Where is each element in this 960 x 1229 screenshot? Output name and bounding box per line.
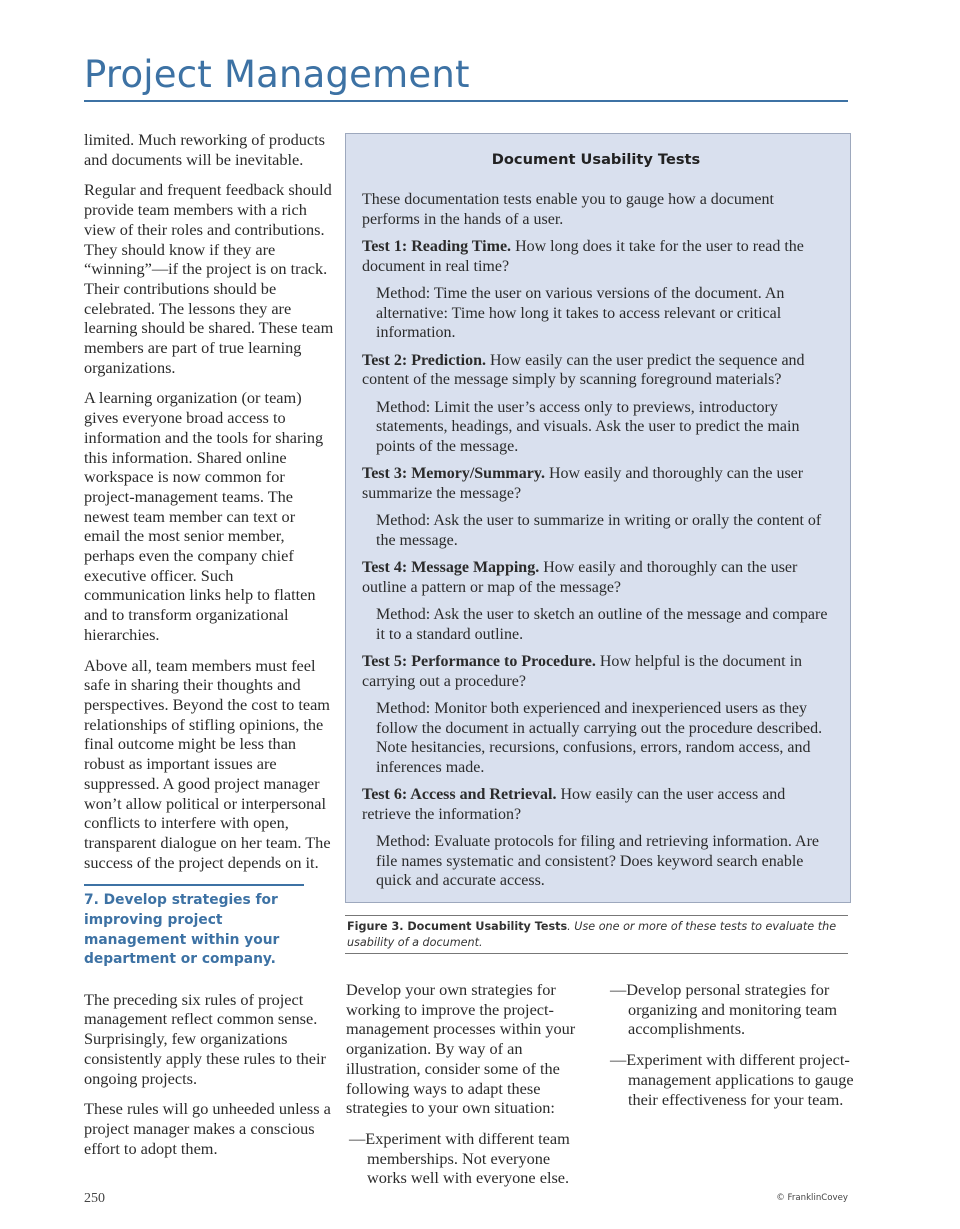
body-paragraph: These rules will go unheeded unless a project manager makes a conscious effort to adopt them.	[84, 1099, 331, 1158]
figure-caption	[345, 915, 848, 954]
test-item	[362, 785, 830, 824]
test-item	[362, 652, 830, 691]
test-item	[362, 237, 830, 276]
test-method: Method: Evaluate protocols for filing and retrieving information. Are file names systematic and consistent? Does keyword search enable quick and accurate access.	[376, 833, 819, 889]
copyright: © FranklinCovey	[776, 1193, 848, 1203]
page-title: Project Management	[84, 53, 470, 96]
test-label: Test 4: Message Mapping.	[362, 559, 540, 576]
body-paragraph: The preceding six rules of project management reflect common sense. Surprisingly, few organizations consistently apply these rules to their ongoing projects.	[84, 989, 326, 1088]
test-question: How long does it take for the user to read the document in real time?	[362, 238, 804, 275]
sidebar-intro: These documentation tests enable you to gauge how a document performs in the hands of a user.	[362, 191, 774, 228]
test-method: Method: Monitor both experienced and inexperienced users as they follow the document in actually carrying out the procedure described. Note hesitancies, recursions, confusions, errors, random access, and inferences made.	[376, 700, 823, 776]
test-question: How easily and thoroughly can the user outline a pattern or map of the message?	[362, 559, 798, 596]
test-question: How helpful is the document in carrying out a procedure?	[362, 653, 803, 690]
test-method: Method: Limit the user’s access only to previews, introductory statements, headings, and visuals. Ask the user to predict the main points of the message.	[376, 398, 800, 455]
caption-label: Figure 3. Document Usability Tests	[347, 920, 568, 933]
test-item	[362, 558, 830, 597]
caption-text: . Use one or more of these tests to evaluate the usability of a document.	[347, 920, 837, 949]
right-column	[607, 980, 855, 1120]
test-question: How easily can the user predict the sequence and content of the message simply by scanning foreground materials?	[362, 351, 805, 388]
test-question: How easily can the user access and retrieve the information?	[362, 786, 786, 823]
body-paragraph: Develop your own strategies for working to improve the project-management processes within your organization. By way of an illustration, consider some of the following ways to adapt these strategies to your own situation:	[346, 980, 576, 1118]
test-label: Test 6: Access and Retrieval.	[362, 786, 557, 803]
middle-column	[346, 980, 586, 1199]
test-label: Test 3: Memory/Summary.	[362, 465, 545, 482]
test-label: Test 5: Performance to Procedure.	[362, 653, 596, 670]
list-item: —Experiment with different team memberships. Not everyone works well with everyone else.	[349, 1128, 570, 1188]
body-paragraph: limited. Much reworking of products and documents will be inevitable.	[84, 130, 326, 169]
test-method: Method: Ask the user to sketch an outline of the message and compare it to a standard outline.	[376, 606, 828, 643]
section-heading: 7. Develop strategies for improving project management within your department or company.	[84, 884, 304, 989]
list-item: —Develop personal strategies for organizing and monitoring team accomplishments.	[610, 980, 838, 1039]
body-paragraph: Regular and frequent feedback should provide team members with a rich view of their roles and contributions. They should know if they are “winning”—if the project is on track. Their contributions should be celebrated. The lessons they are learning should be shared. These team members are part of true learning organizations.	[84, 180, 334, 377]
test-label: Test 1: Reading Time.	[362, 238, 512, 255]
header-rule	[84, 100, 848, 102]
test-question: How easily and thoroughly can the user summarize the message?	[362, 465, 804, 502]
body-paragraph: A learning organization (or team) gives everyone broad access to information and the tools for sharing this information. Shared online workspace is now common for project-management teams. The newest team member can text or email the most senior member, perhaps even the company chief executive officer. Such communication links help to flatten and to transform organizational hierarchies.	[84, 388, 324, 644]
left-column	[84, 130, 334, 1169]
test-item	[362, 464, 830, 503]
test-method: Method: Ask the user to summarize in writing or orally the content of the message.	[376, 512, 822, 549]
test-label: Test 2: Prediction.	[362, 351, 486, 369]
test-method: Method: Time the user on various versions of the document. An alternative: Time how long it takes to access relevant or critical information.	[376, 285, 785, 341]
list-item: —Experiment with different project-management applications to gauge their effectiveness for your team.	[610, 1050, 854, 1109]
test-item	[362, 351, 830, 390]
sidebar-title: Document Usability Tests	[491, 151, 701, 168]
page-number: 250	[84, 1191, 105, 1206]
usability-tests-sidebar	[345, 133, 851, 903]
body-paragraph: Above all, team members must feel safe in sharing their thoughts and perspectives. Beyond the cost to team relationships of stifling opinions, the final outcome might be less than robust as important issues are suppressed. A good project manager won’t allow political or interpersonal conflicts to interfere with open, transparent dialogue on her team. The success of the project depends on it.	[84, 655, 331, 872]
